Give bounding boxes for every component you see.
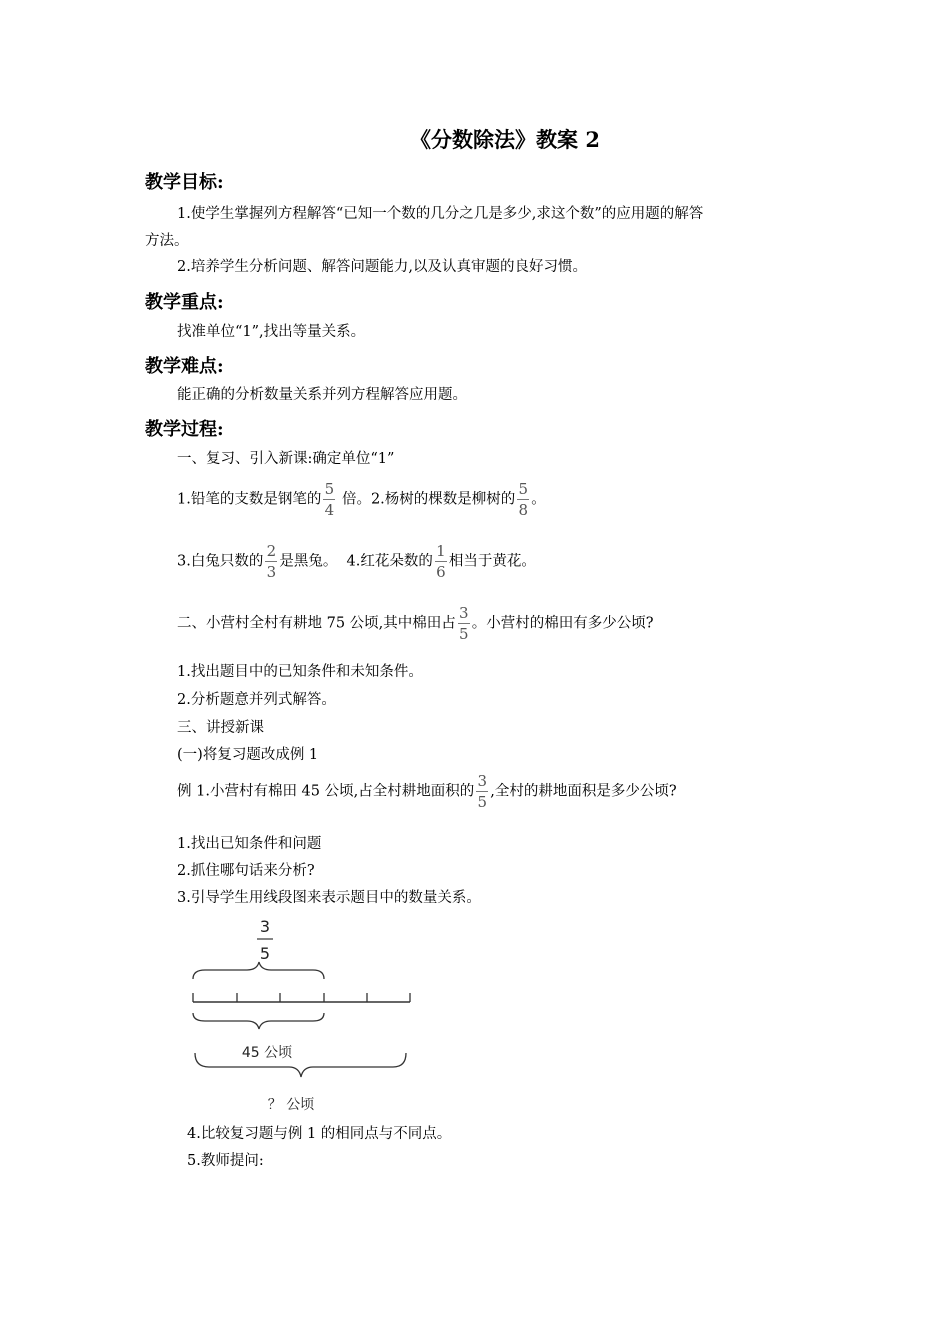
heading-process: 教学过程: xyxy=(145,419,224,440)
difficulty-1: 能正确的分析数量关系并列方程解答应用题。 xyxy=(177,387,467,403)
fraction-5-8: $\frac{5}{8}$ xyxy=(518,480,529,519)
task-2: 2.抓住哪句话来分析? xyxy=(177,863,315,879)
step-1: 1.找出题目中的已知条件和未知条件。 xyxy=(177,664,423,680)
goal-1-line1: 1.使学生掌握列方程解答“已知一个数的几分之几是多少,求这个数”的应用题的解答 xyxy=(177,206,704,222)
review-question-3-4 xyxy=(177,542,536,581)
heading-difficulty: 教学难点: xyxy=(145,356,224,377)
fraction-2-3: $\frac{2}{3}$ xyxy=(266,542,277,581)
process-part-2 xyxy=(177,604,654,643)
part2-text-b: 。小营村的棉田有多少公顷? xyxy=(471,615,654,632)
key-point-1: 找准单位“1”,找出等量关系。 xyxy=(177,324,366,340)
task-1: 1.找出已知条件和问题 xyxy=(177,836,322,852)
task-4: 4.比较复习题与例 1 的相同点与不同点。 xyxy=(187,1126,452,1142)
process-part-1: 一、复习、引入新课:确定单位“1” xyxy=(177,451,395,467)
q2-text-end: 。 xyxy=(531,491,546,508)
brace-top xyxy=(193,962,324,979)
example-1 xyxy=(177,772,677,811)
task-3: 3.引导学生用线段图来表示题目中的数量关系。 xyxy=(177,890,481,906)
q1-text-a: 1.铅笔的支数是钢笔的 xyxy=(177,491,322,508)
process-part-3: 三、讲授新课 xyxy=(177,720,264,736)
fraction-3-5-a: $\frac{3}{5}$ xyxy=(459,604,469,643)
heading-goals: 教学目标: xyxy=(145,172,224,193)
fraction-5-4: $\frac{5}{4}$ xyxy=(324,480,335,519)
ex1-text-b: ,全村的耕地面积是多少公顷? xyxy=(490,783,677,800)
task-5: 5.教师提问: xyxy=(187,1153,264,1169)
ex1-text-a: 例 1.小营村有棉田 45 公顷,占全村耕地面积的 xyxy=(177,783,475,800)
fraction-3-5-b: $\frac{3}{5}$ xyxy=(477,772,487,811)
q1-text-b: 倍。2.杨树的棵数是柳树的 xyxy=(341,491,516,508)
line-segment-diagram xyxy=(185,915,425,1115)
brace-middle xyxy=(193,1013,324,1029)
goal-2: 2.培养学生分析问题、解答问题能力,以及认真审题的良好习惯。 xyxy=(177,259,587,275)
label-unknown-hectares: ？ 公顷 xyxy=(267,1097,315,1113)
heading-key-points: 教学重点: xyxy=(145,292,224,313)
subsection-1: (一)将复习题改成例 1 xyxy=(177,747,319,763)
fraction-1-6: $\frac{1}{6}$ xyxy=(436,542,446,581)
q3-text-a: 3.白兔只数的 xyxy=(177,553,264,570)
page-title: 《分数除法》教案 2 xyxy=(410,127,600,152)
step-2: 2.分析题意并列式解答。 xyxy=(177,692,336,708)
q3-text-b: 是黑兔。 4.红花朵数的 xyxy=(279,553,433,570)
label-45-hectares: 45 公顷 xyxy=(241,1045,293,1061)
brace-bottom xyxy=(195,1053,406,1077)
part2-text-a: 二、小营村全村有耕地 75 公顷,其中棉田占 xyxy=(177,615,456,632)
review-question-1-2 xyxy=(177,480,546,519)
diagram-frac-num: 3 xyxy=(259,917,271,936)
q4-text-b: 相当于黄花。 xyxy=(448,553,536,570)
goal-1-line2: 方法。 xyxy=(145,233,189,249)
diagram-frac-den: 5 xyxy=(259,944,271,963)
